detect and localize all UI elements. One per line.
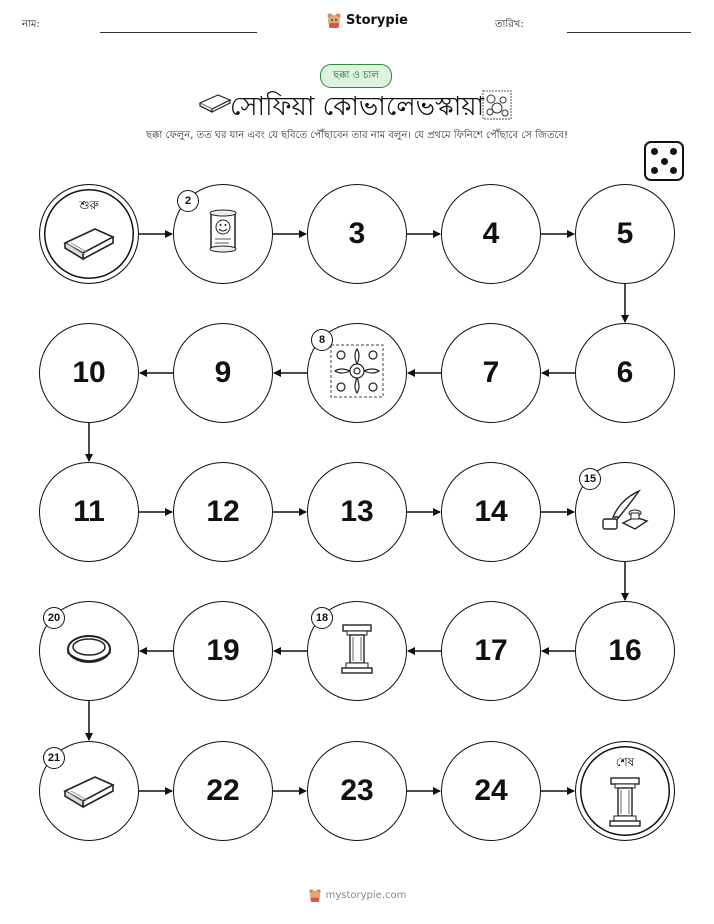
board-space-17 [441, 601, 541, 701]
space-number-tag: 18 [311, 607, 333, 629]
space-number: 24 [474, 774, 508, 807]
space-number-tag: 8 [311, 329, 333, 351]
space-number: 19 [206, 634, 240, 667]
instructions: ছক্কা ফেলুন, তত ঘর যান এবং যে ছবিতে পৌঁছাবেন তার নাম বলুন। যে প্রথমে ফিনিশে পৌঁছাবে সে জিতবে! [145, 130, 569, 141]
space-number: 16 [608, 634, 642, 667]
finish-label: শেষ [615, 755, 635, 769]
space-number-tag: 21 [43, 747, 65, 769]
board-space-16 [575, 601, 675, 701]
board-space-19 [173, 601, 273, 701]
start-space [39, 184, 139, 284]
space-number: 3 [348, 217, 366, 250]
floral-pattern-icon [329, 343, 385, 403]
space-number: 22 [206, 774, 240, 807]
quill-inkwell-icon [599, 487, 651, 537]
game-type-badge: ছক্কা ও চাল [320, 64, 392, 88]
book-icon [61, 767, 117, 815]
board-space-6 [575, 323, 675, 423]
page-title: সোফিয়া কোভালেভস্কায়া [229, 92, 485, 122]
space-number: 13 [340, 495, 374, 528]
board-space-22 [173, 741, 273, 841]
space-number: 7 [482, 356, 500, 389]
space-number: 5 [616, 217, 634, 250]
space-number: 12 [206, 495, 240, 528]
board-space-5 [575, 184, 675, 284]
finish-space [575, 741, 675, 841]
space-number: 11 [73, 495, 105, 528]
pedestal-icon [339, 623, 375, 679]
ring-icon [64, 629, 114, 673]
space-number: 23 [340, 774, 374, 807]
board-space-11 [39, 462, 139, 562]
board-space-14 [441, 462, 541, 562]
book-icon [61, 219, 117, 267]
space-number: 9 [214, 356, 232, 389]
space-number-tag: 15 [579, 468, 601, 490]
footer-url[interactable]: mystorypie.com [325, 889, 407, 901]
date-label: তারিখ: [495, 19, 524, 30]
space-number: 10 [72, 356, 106, 389]
board-space-10 [39, 323, 139, 423]
board-space-7 [441, 323, 541, 423]
board-space-12 [173, 462, 273, 562]
board-space-9 [173, 323, 273, 423]
bear-mascot-icon [308, 888, 322, 902]
board-space-24 [441, 741, 541, 841]
theater-scroll-icon [203, 209, 243, 259]
board-space-23 [307, 741, 407, 841]
space-number-tag: 2 [177, 190, 199, 212]
space-number: 6 [616, 356, 634, 389]
space-number: 4 [482, 217, 500, 250]
pedestal-icon [607, 776, 643, 832]
space-number: 17 [474, 634, 508, 667]
footer [0, 888, 714, 902]
space-number: 14 [474, 495, 508, 528]
space-number-tag: 20 [43, 607, 65, 629]
board-space-3 [307, 184, 407, 284]
brand-name: Storypie [346, 12, 408, 28]
start-label: শুরু [79, 198, 99, 212]
board-space-4 [441, 184, 541, 284]
name-label: নাম: [22, 19, 40, 30]
board-space-13 [307, 462, 407, 562]
